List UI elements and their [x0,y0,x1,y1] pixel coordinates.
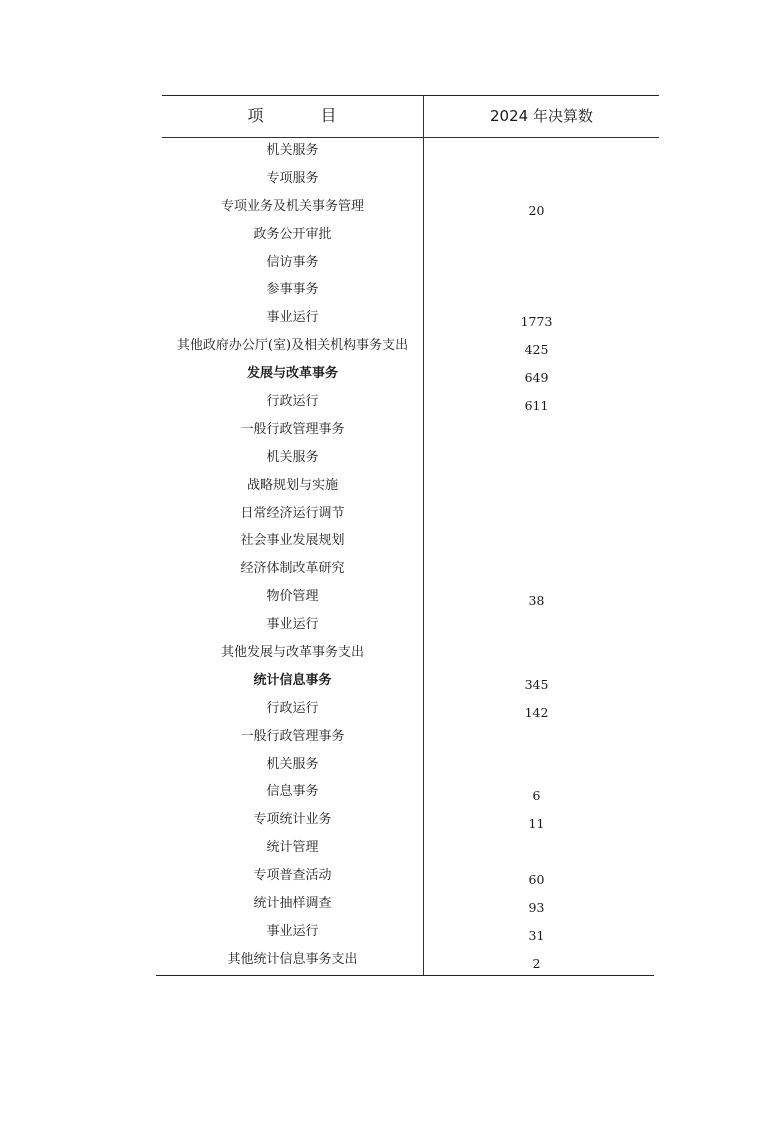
table-row [162,304,659,332]
row-item-name: 其他政府办公厅(室)及相关机构事务支出 [176,338,409,354]
row-value: 93 [528,900,545,916]
row-item-name: 战略规划与实施 [246,477,338,493]
row-value: 425 [524,342,549,358]
table-row [162,611,659,639]
row-item-name: 一般行政管理事务 [240,421,345,437]
table-row [162,472,659,500]
table-row [162,583,659,611]
row-item-name: 专项业务及机关事务管理 [220,198,364,214]
row-item-name: 政务公开审批 [253,226,332,242]
row-item-name: 事业运行 [266,310,319,326]
row-item-name: 统计信息事务 [253,672,332,688]
row-value: 142 [524,704,549,720]
table-row [162,751,659,779]
table-bottom-rule [156,975,654,976]
table-row [162,165,659,193]
table-row [162,388,659,416]
row-item-name: 其他发展与改革事务支出 [220,645,364,661]
table-row [162,946,659,974]
row-item-name: 日常经济运行调节 [240,505,345,521]
row-value: 60 [528,872,545,888]
row-item-name: 机关服务 [266,449,319,465]
row-value: 1773 [520,314,553,330]
row-item-name: 统计抽样调查 [253,896,332,912]
row-value: 345 [524,676,549,692]
table-row [162,890,659,918]
table-row [162,667,659,695]
row-item-name: 行政运行 [266,700,319,716]
row-item-name: 社会事业发展规划 [240,533,345,549]
table-row [162,444,659,472]
table-row [162,137,659,165]
row-value: 2 [532,955,541,971]
row-item-name: 机关服务 [266,756,319,772]
header-value-column: 2024 年决算数 [490,107,593,125]
table-row [162,723,659,751]
row-value: 31 [528,927,545,943]
row-item-name: 统计管理 [266,840,319,856]
row-item-name: 信息事务 [266,784,319,800]
row-item-name: 行政运行 [266,394,319,410]
table-row [162,276,659,304]
table-header [162,95,659,137]
table-row [162,193,659,221]
row-value: 649 [524,370,549,386]
table-row [162,249,659,277]
table-row [162,918,659,946]
row-item-name: 专项统计业务 [253,812,332,828]
table-row [162,695,659,723]
table-row [162,332,659,360]
table-row [162,806,659,834]
table-row [162,221,659,249]
table-row [162,527,659,555]
table-row [162,555,659,583]
row-item-name: 信访事务 [266,254,319,270]
budget-table [162,95,659,977]
row-item-name: 专项普查活动 [253,868,332,884]
header-item-left: 项 [247,106,265,125]
row-item-name: 经济体制改革研究 [240,561,345,577]
table-row [162,360,659,388]
row-value: 6 [532,788,541,804]
row-item-name: 事业运行 [266,923,319,939]
row-value: 38 [528,593,545,609]
table-row [162,862,659,890]
row-item-name: 参事事务 [266,282,319,298]
header-item-column [162,95,423,137]
row-item-name: 机关服务 [266,143,319,158]
table-row [162,500,659,528]
table-row [162,778,659,806]
table-row [162,639,659,667]
table-row [162,834,659,862]
row-item-name: 物价管理 [266,589,319,605]
row-item-name: 发展与改革事务 [246,366,338,382]
row-item-name: 一般行政管理事务 [240,728,345,744]
row-item-name: 其他统计信息事务支出 [227,951,358,967]
row-item-name: 事业运行 [266,617,319,633]
table-row [162,416,659,444]
row-item-name: 专项服务 [266,170,319,186]
table-body [162,137,659,974]
row-value: 611 [524,398,549,414]
header-item-right: 目 [320,106,338,125]
row-value: 11 [528,816,545,832]
row-value: 20 [528,202,545,218]
